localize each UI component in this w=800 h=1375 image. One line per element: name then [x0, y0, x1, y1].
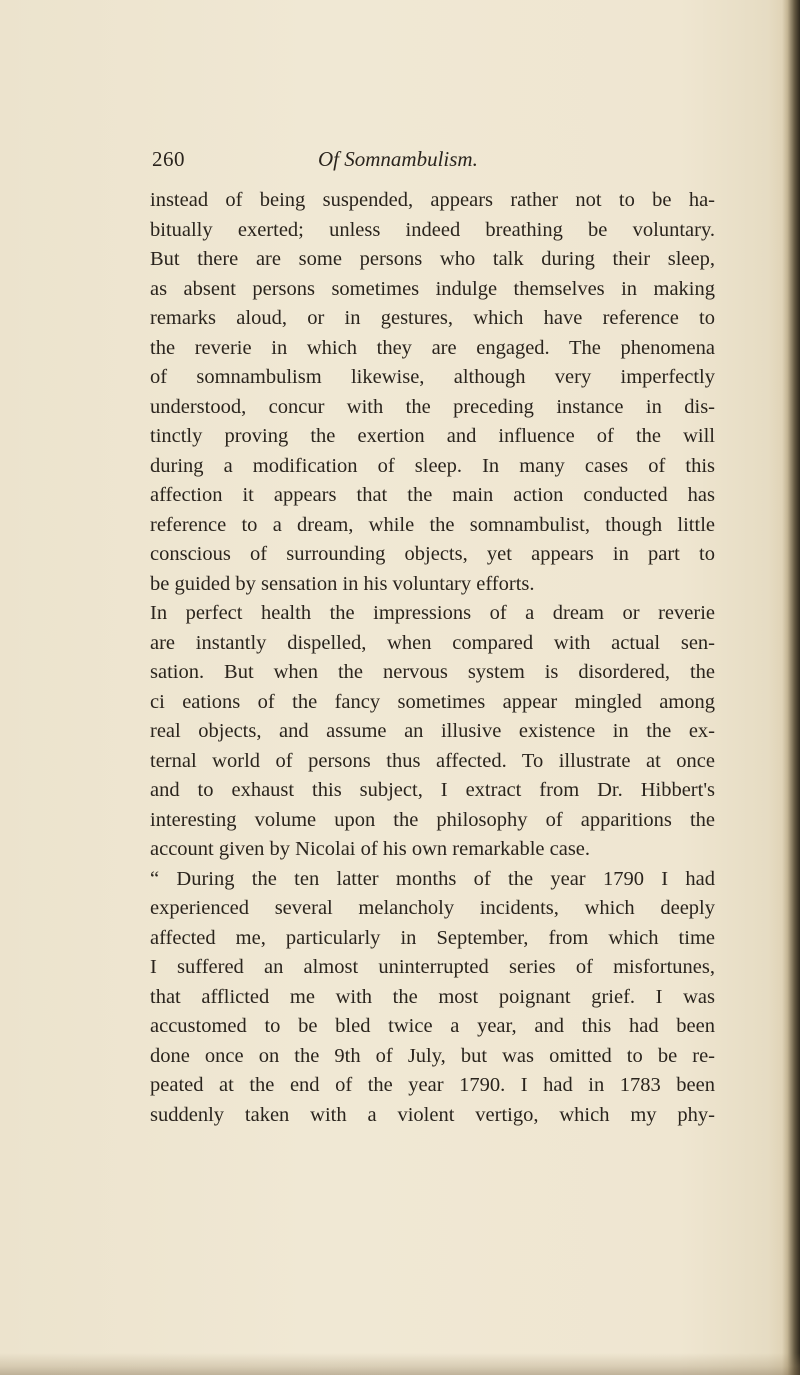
text-line: I suffered an almost uninterrupted series of misfortunes, [150, 956, 715, 978]
text-line: accustomed to be bled twice a year, and this had been [150, 1015, 715, 1037]
text-line: sation. But when the nervous system is disordered, the [150, 661, 715, 683]
text-line: peated at the end of the year 1790. I had in 1783 been [150, 1074, 715, 1096]
text-line: tinctly proving the exertion and influence of the will [150, 425, 715, 447]
text-line: real objects, and assume an illusive existence in the ex- [150, 720, 715, 742]
page-edge-shadow [782, 0, 800, 1375]
text-line: affected me, particularly in September, from which time [150, 926, 715, 949]
text-line: as absent persons sometimes indulge themselves in making [150, 277, 715, 300]
text-line: But there are some persons who talk during their sleep, [150, 248, 715, 270]
text-line: suddenly taken with a violent vertigo, which my phy- [150, 1103, 715, 1126]
text-line: and to exhaust this subject, I extract from Dr. Hibbert's [150, 779, 715, 801]
text-line: “ During the ten latter months of the year 1790 I had [150, 867, 715, 890]
text-line: remarks aloud, or in gestures, which have reference to [150, 307, 715, 329]
text-line: experienced several melancholy incidents, which deeply [150, 897, 715, 919]
page-header [152, 147, 712, 177]
text-line: reference to a dream, while the somnambulist, though little [150, 513, 715, 536]
text-line: done once on the 9th of July, but was omitted to be re- [150, 1044, 715, 1067]
text-line: ci eations of the fancy sometimes appear mingled among [150, 690, 715, 713]
running-head: Of Somnambulism. [318, 147, 478, 171]
text-line: during a modification of sleep. In many cases of this [150, 454, 715, 477]
text-line: are instantly dispelled, when compared with actual sen- [150, 631, 715, 654]
text-line: be guided by sensation in his voluntary efforts. [150, 572, 535, 595]
text-line: bitually exerted; unless indeed breathing be voluntary. [150, 218, 715, 241]
text-line: affection it appears that the main action conducted has [150, 484, 715, 506]
page-number: 260 [152, 147, 185, 171]
text-line: interesting volume upon the philosophy of apparitions the [150, 808, 715, 831]
page-bottom-shadow [0, 1353, 800, 1375]
text-line: ternal world of persons thus affected. To illustrate at once [150, 749, 715, 772]
text-line: the reverie in which they are engaged. The phenomena [150, 336, 715, 359]
text-line: instead of being suspended, appears rather not to be ha- [150, 189, 715, 211]
text-line: that afflicted me with the most poignant grief. I was [150, 985, 715, 1008]
text-line: of somnambulism likewise, although very imperfectly [150, 366, 715, 388]
text-line: conscious of surrounding objects, yet appears in part to [150, 543, 715, 565]
text-line: In perfect health the impressions of a dream or reverie [150, 602, 715, 624]
body-text [150, 186, 715, 1130]
text-line: understood, concur with the preceding instance in dis- [150, 395, 715, 418]
text-line: account given by Nicolai of his own remarkable case. [150, 838, 591, 860]
